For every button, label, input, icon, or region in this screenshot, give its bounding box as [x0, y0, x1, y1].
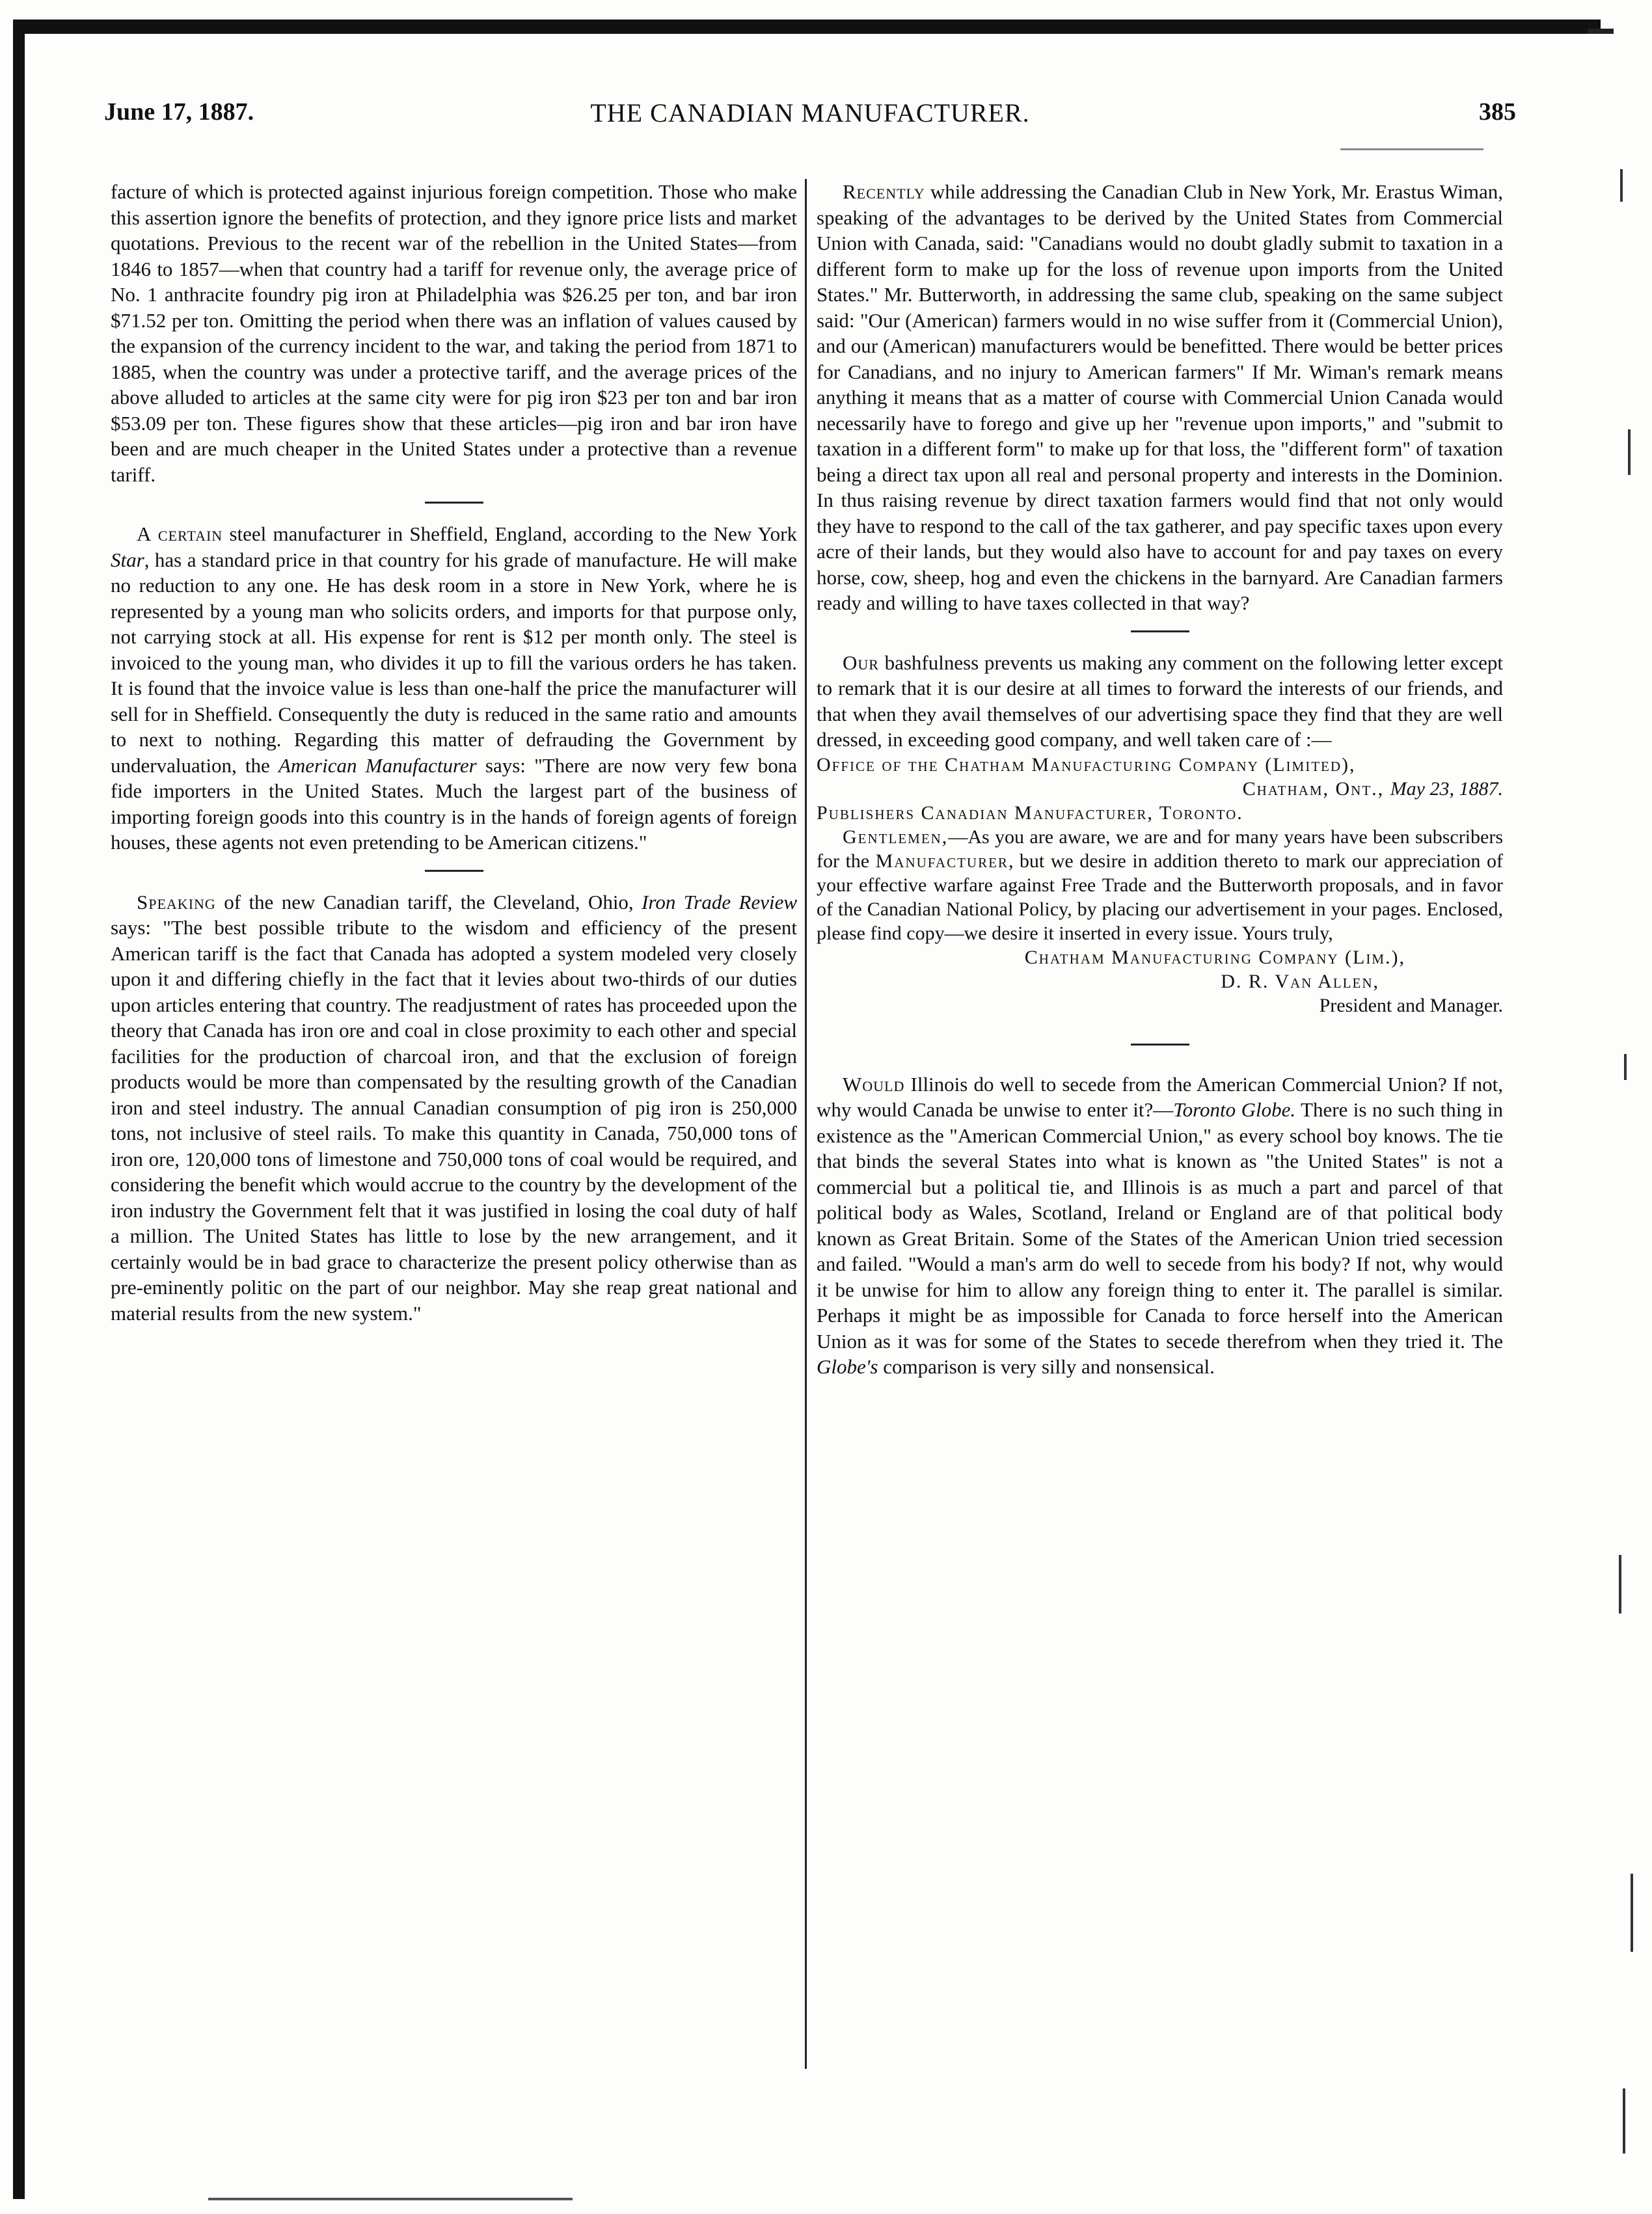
letter-signature — [817, 945, 1503, 1018]
signature-name: D. R. Van Allen, — [1221, 970, 1379, 992]
article-separator — [1131, 630, 1189, 632]
article-text: steel manufacturer in Sheffield, England, according to the New York — [223, 522, 797, 545]
scan-speck — [1620, 169, 1623, 202]
publication-name: Toronto Globe. — [1173, 1098, 1296, 1121]
article-text: of the new Canadian tariff, the Cleveland, Ohio, — [215, 890, 642, 913]
article-text: says: "The best possible tribute to the wisdom and efficiency of the present American tariff is the fact that Canada has adopted a system modeled very closely upon it and differing chiefly in the fact that it levies about two-thirds of our duties upon articles entering that country. The readjustment of rates has proceeded upon the theory that Canada has iron ore and coal in close proximity to each other and special facilities for the production of charcoal iron, and that the exclusion of foreign products would be more than compensated by the resulting growth of the Canadian iron and steel industry. The annual Canadian consumption of pig iron is 250,000 tons, not inclusive of steel rails. To make this quantity in Canada, 750,000 tons of iron ore, 120,000 tons of limestone and 750,000 tons of coal would be required, and considering the benefit which would accrue to the country by the development of the iron industry the Government felt that it was justified in losing the coal duty of half a million. The United States has little to lose by the new arrangement, and it certainly would be in bad grace to characterize the present policy otherwise than as pre-eminently politic on the part of our neighbor. May she reap great national and material results from the new system." — [111, 916, 797, 1325]
article-lead-word: Would — [843, 1072, 905, 1096]
article-lead-word: Speaking — [137, 890, 216, 913]
article-text: comparison is very silly and nonsensical. — [878, 1355, 1215, 1378]
signature-title: President and Manager. — [1319, 994, 1503, 1016]
top-border-rule-tail — [1588, 29, 1614, 34]
letter-block — [817, 753, 1503, 1018]
article-illinois-secede — [817, 1072, 1503, 1380]
article-separator — [425, 502, 483, 504]
letter-office-line: Office of the Chatham Manufacturing Company (Limited), — [817, 753, 1356, 776]
page-number: 385 — [1479, 98, 1516, 126]
publication-name: Globe's — [817, 1355, 878, 1378]
letter-salutation: Gentlemen, — [843, 826, 949, 848]
scan-edge-marks — [1614, 39, 1646, 2186]
publication-name: Iron Trade Review — [642, 890, 798, 913]
article-text: Illinois do well to secede from the American Commercial Union? If not, why would Canada be unwise to enter it?— — [817, 1072, 1503, 1121]
letter-text: —As you are aware, we are and for many years have been subscribers for the — [817, 826, 1503, 872]
left-column — [111, 179, 797, 1326]
letter-place: Chatham, Ont., — [1242, 777, 1390, 800]
article-text: There is no such thing in existence as the "American Commercial Union," as every school boy knows. The tie that binds the several States into what is known as "the United States" is not a commercial but a political tie, and Illinois is as much a part and parcel of that political body as Wales, Scotland, Ireland or England are of that political body known as Great Britain. Some of the States of the American Union tried secession and failed. "Would a man's arm do well to secede from his body? If not, why would it be unwise for him to allow any foreign thing to enter it. The parallel is similar. Perhaps it might be as impossible for Canada to force herself into the American Union as it was for some of the States to secede therefrom when they tried it. The — [817, 1098, 1503, 1353]
article-commercial-union — [817, 179, 1503, 616]
scan-speck — [1623, 2088, 1625, 2153]
top-border-rule — [13, 20, 1601, 34]
letter-date: May 23, 1887. — [1390, 777, 1503, 800]
scan-speck — [1619, 1555, 1621, 1613]
right-column — [817, 179, 1503, 1380]
article-separator — [425, 870, 483, 872]
publication-name: Star — [111, 548, 144, 571]
scan-speck — [1631, 1874, 1633, 1952]
scan-speck — [1628, 429, 1631, 475]
publication-name: American Manufacturer — [278, 753, 477, 777]
article-lead-word: Our — [843, 651, 879, 674]
article-text: while addressing the Canadian Club in New York, Mr. Erastus Wiman, speaking of the advantages to be derived by the United States from Commercial Union with Canada, said: "Canadians would no doubt gladly submit to taxation in a different form to make up for the loss of revenue upon imports from the United States." Mr. Butterworth, in addressing the same club, speaking on the same subject said: "Our (American) farmers would in no wise suffer from it (Commercial Union), and our (American) manufacturers would be benefitted. There would be better prices for Canadians, and no injury to American farmers" If Mr. Wiman's remark means anything it means that as a matter of course with Commercial Union Canada would necessarily have to forego and give up her "revenue upon imports," and "submit to taxation in a different form" to make up for that loss, the "different form" of taxation being a direct tax upon all real and personal property and interests in the Dominion. In thus raising revenue by direct taxation farmers would find that not only would they have to respond to the call of the tax gatherer, and pay specific taxes upon every acre of their lands, but they would also have to account for and pay taxes on every horse, cow, sheep, hog and even the chickens in the barnyard. Are Canadian farmers ready and willing to have taxes collected in that way? — [817, 180, 1503, 614]
column-divider — [805, 179, 807, 2069]
article-lead-word: Recently — [843, 180, 925, 203]
article-protection-continued: facture of which is protected against injurious foreign competition. Those who make this assertion ignore the benefits of protection, and they ignore price lists and market quotations. Previous to the recent war of the rebellion in the United States—from 1846 to 1857—when that country had a tariff for revenue only, the average price of No. 1 anthracite foundry pig iron at Philadelphia was $26.25 per ton, and bar iron $71.52 per ton. Omitting the period when there was an inflation of values caused by the expansion of the currency incident to the war, and taking the period from 1871 to 1885, when the country was under a protective tariff, and the average prices of the above alluded to articles at the same city were for pig iron $23 per ton and bar iron $53.09 per ton. These figures show that these articles—pig iron and bar iron have been and are much cheaper in the United States under a protective than a revenue tariff. — [111, 180, 797, 486]
article-text: bashfulness prevents us making any comment on the following letter except to remark that it is our desire at all times to forward the interests of our friends, and that when they avail themselves of our advertising space they find that they are well dressed, in exceeding good company, and well taken care of :— — [817, 651, 1503, 751]
issue-date: June 17, 1887. — [104, 98, 254, 126]
article-separator — [1131, 1044, 1189, 1046]
publication-name: Manufacturer — [875, 850, 1009, 872]
article-sheffield-steel — [111, 521, 797, 856]
signature-company: Chatham Manufacturing Company (Lim.), — [1024, 946, 1405, 968]
letter-addressee: Publishers Canadian Manufacturer, Toronto. — [817, 802, 1243, 824]
article-lead-word: A certain — [137, 522, 223, 545]
publication-title: THE CANADIAN MANUFACTURER. — [590, 98, 1030, 128]
article-text: says: "There are now very few bona fide importers in the United States. Much the largest part of the business of importing foreign goods into this country is in the hands of foreign agents of foreign houses, these agents not even pretending to be American citizens." — [111, 753, 797, 854]
letter-place-date — [817, 777, 1503, 801]
header-underline-fragment — [1340, 148, 1483, 150]
article-text: , has a standard price in that country for his grade of manufacture. He will make no reduction to any one. He has desk room in a store in New York, where he is represented by a young man who solicits orders, and imports for that purpose only, not carrying stock at all. His expense for rent is $12 per month only. The steel is invoiced to the young man, who divides it up to fill the various orders he has taken. It is found that the invoice value is less than one-half the price the manufacturer will sell for in Sheffield. Consequently the duty is reduced in the same ratio and amounts to next to nothing. Regarding this matter of defrauding the Government by undervaluation, the — [111, 548, 797, 777]
left-border-rule — [13, 20, 25, 2199]
letter-text: , but we desire in addition thereto to mark our appreciation of your effective warfare against Free Trade and the Butterworth proposals, and in favor of the Canadian National Policy, by placing our advertisement in your pages. Enclosed, please find copy—we desire it inserted in every issue. Yours truly, — [817, 850, 1503, 944]
article-bashfulness — [817, 650, 1503, 753]
scan-speck — [1624, 1054, 1627, 1080]
letter-body — [817, 825, 1503, 945]
article-canadian-tariff — [111, 889, 797, 1327]
page-header — [104, 98, 1516, 143]
scan-bottom-smudge — [208, 2198, 573, 2200]
